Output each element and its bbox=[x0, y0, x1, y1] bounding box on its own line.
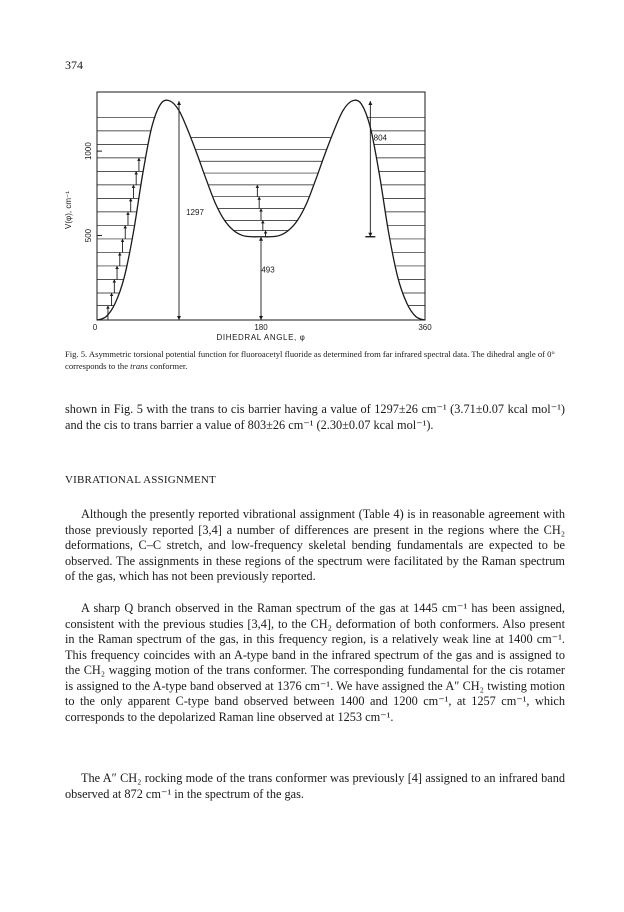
trans-transition-2-head bbox=[113, 279, 117, 282]
trans-transition-3-head bbox=[115, 266, 119, 269]
cis-transition-4-head bbox=[256, 185, 260, 188]
page-number: 374 bbox=[65, 58, 83, 72]
annotation-493: 493 bbox=[261, 265, 275, 275]
paragraph-assignment-intro: Although the presently reported vibrational assignment (Table 4) is in reasonable agreement with those previously reported [3,4] a number of differences are present in the regions where the CH₂ deformations, C–C stretch, and low-frequency skeletal bending fundamentals are expected to be observed. The assignments in these regions of the spectrum were facilitated by the Raman spectrum of the gas, which has not been previously reported. bbox=[65, 507, 565, 583]
x-tick-label-0: 0 bbox=[92, 323, 98, 332]
y-tick-label-0: 500 bbox=[84, 228, 93, 243]
trans-transition-4-head bbox=[118, 252, 122, 255]
trans-transition-1-head bbox=[110, 293, 114, 296]
x-tick-label-2: 360 bbox=[418, 323, 432, 332]
trans-transition-10-head bbox=[134, 171, 138, 174]
paragraph-barriers: shown in Fig. 5 with the trans to cis barrier having a value of 1297±26 cm⁻¹ (3.71±0.07 kcal mol⁻¹) and the cis to trans barrier a value of 803±26 cm⁻¹ (2.30±0.07 kcal mol⁻¹). bbox=[65, 402, 565, 432]
trans-transition-8-head bbox=[129, 198, 133, 201]
x-tick-label-1: 180 bbox=[254, 323, 268, 332]
figure-caption bbox=[65, 348, 565, 372]
cis-transition-1-head bbox=[261, 220, 265, 223]
paragraph-q-branch: A sharp Q branch observed in the Raman spectrum of the gas at 1445 cm⁻¹ has been assigned, consistent with the previous studies [3,4], to the CH₂ deformation of both conformers. Also present in the Raman spectrum of the gas, in this frequency region, is a relatively weak line at 1400 cm⁻¹. This frequency coincides with an A-type band in the infrared spectrum of the gas and is assigned to the CH₂ wagging motion of the trans conformer. The corresponding fundamental for the cis rotamer is assigned to the A-type band observed at 1376 cm⁻¹. We have assigned the A″ CH₂ twisting motion to the only apparent C-type band observed between 1400 and 1200 cm⁻¹, at 1257 cm⁻¹, which corresponds to the depolarized Raman line observed at 1253 cm⁻¹. bbox=[65, 601, 565, 724]
trans-transition-7-head bbox=[126, 212, 130, 215]
trans-transition-5-head bbox=[121, 239, 125, 242]
y-tick-label-1: 1000 bbox=[84, 142, 93, 161]
caption-italic: trans bbox=[130, 361, 148, 371]
barrier-804-arrow-top-head bbox=[368, 101, 372, 105]
barrier-1297-arrow-bottom-head bbox=[177, 316, 181, 320]
cis-transition-3-head bbox=[257, 197, 261, 200]
trans-transition-11-head bbox=[137, 158, 141, 161]
potential-energy-figure bbox=[0, 0, 624, 345]
y-axis-label: V(φ), cm⁻¹ bbox=[64, 191, 73, 229]
cis-transition-2-head bbox=[259, 209, 263, 212]
caption-text-1: Asymmetric torsional potential function for fluoroacetyl fluoride as determined from far infrared spectral data. The dihedral angle of 0° corresponds to the bbox=[65, 349, 555, 371]
caption-label: Fig. 5. bbox=[65, 349, 88, 359]
trans-transition-6-head bbox=[123, 225, 127, 228]
caption-text-2: conformer. bbox=[147, 361, 188, 371]
barrier-1297-arrow-top-head bbox=[177, 101, 181, 105]
cis-transition-0-head bbox=[264, 230, 268, 233]
paragraph-rocking-mode: The A″ CH₂ rocking mode of the trans conformer was previously [4] assigned to an infrared band observed at 872 cm⁻¹ in the spectrum of the gas. bbox=[65, 771, 565, 801]
annotation-1297: 1297 bbox=[186, 207, 204, 217]
section-heading: VIBRATIONAL ASSIGNMENT bbox=[65, 474, 216, 486]
annotation-804: 804 bbox=[373, 133, 388, 143]
x-axis-label: DIHEDRAL ANGLE, φ bbox=[216, 333, 306, 342]
trans-transition-0-head bbox=[106, 306, 110, 309]
trans-transition-9-head bbox=[132, 185, 136, 188]
